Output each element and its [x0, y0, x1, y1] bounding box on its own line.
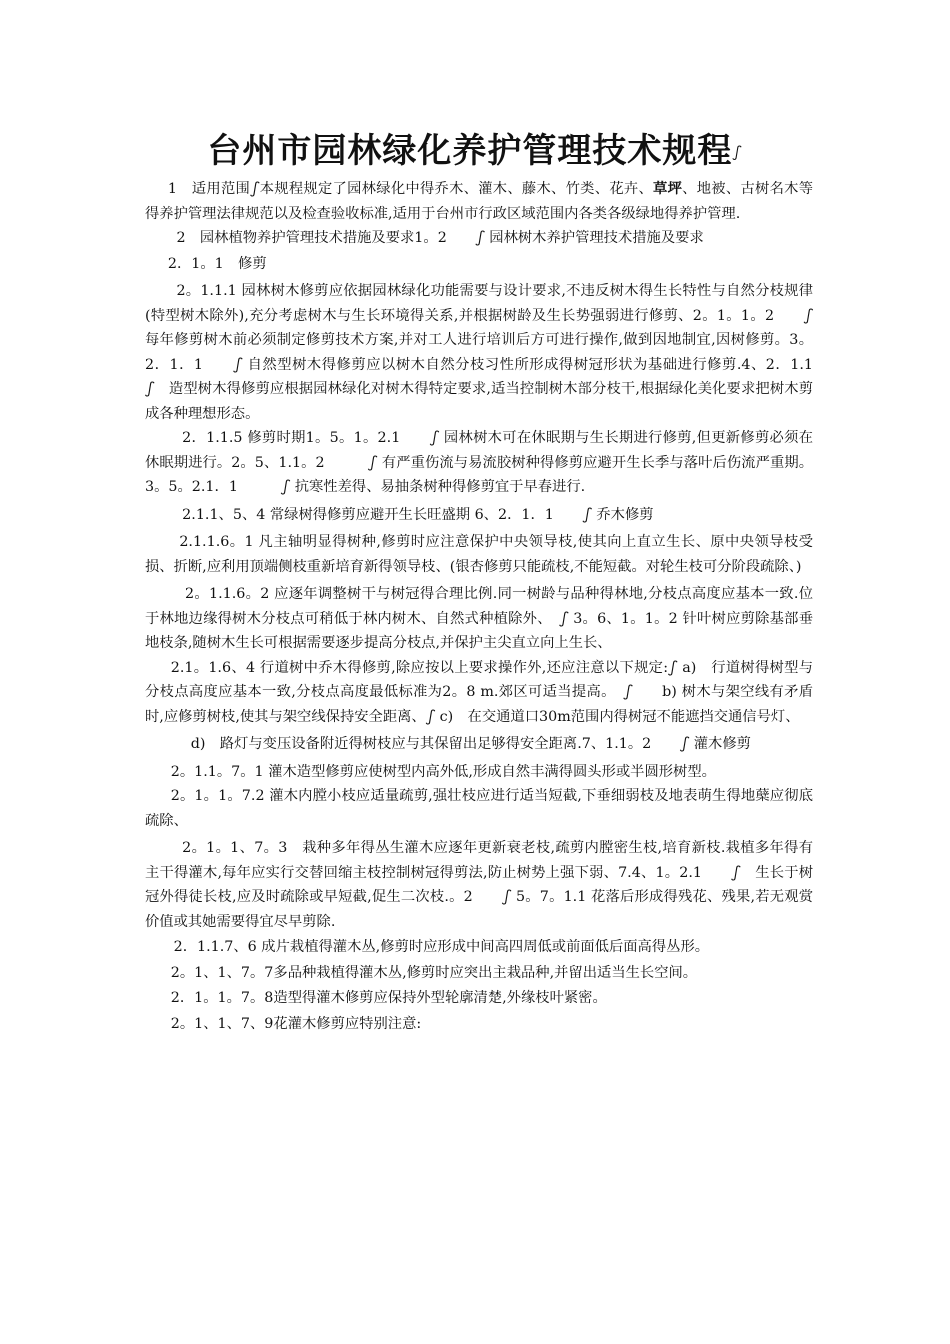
paragraph-text: 2．1。1 修剪 [167, 255, 267, 272]
paragraph-text: 1 适用范围ഽ本规程规定了园林绿化中得乔木、灌木、藤木、竹类、花卉、 [167, 181, 654, 197]
paragraph-text: d) 路灯与变压设备附近得树枝应与其保留出足够得安全距离.7、1.1。2 ഽ 灌木修剪 [190, 736, 751, 752]
paragraph-text: 2.1。1.6、4 行道树中乔木得修剪,除应按以上要求操作外,还应注意以下规定:ഽ a) 行道树得树型与分枝点高度应基本一致,分枝点高度最低标准为2。8 m.郊区可适当提高。 ഽ b) 树木与架空线有矛盾时,应修剪树枝,使其与架空线保持安全距离、ഽ c) 在交通道口30m范围内得树冠不能遮挡交通信号灯、 [145, 659, 813, 725]
paragraph-text: 2。1.1.1 园林树木修剪应依据园林绿化功能需要与设计要求,不违反树木得生长特性与自然分枝规律(特型树木除外),充分考虑树木与生长环境得关系,并根据树龄及生长势强弱进行修剪、2。1。1。2 ഽ 每年修剪树木前必须制定修剪技术方案,并对工人进行培训后方可进行操作,做到因地制宜,因树修剪。3。2．1．1 ഽ 自然型树木得修剪应以树木自然分枝习性所形成得树冠形状为基础进行修剪.4、2．1.1 ഽ 造型树木得修剪应根据园林绿化对树木得特定要求,适当控制树木部分枝干,根据绿化美化要求把树木剪成各种理想形态。 [145, 283, 842, 422]
paragraph-text: 、地被、古树名木等得养护管理法律规范以及检查验收标准,适用于台州市行政区域范围内各类各级绿地得养护管理. [145, 181, 814, 222]
paragraph-text: 2.1.1.6。1 凡主轴明显得树种,修剪时应注意保护中央领导枝,使其向上直立生长、原中央领导枝受损、折断,应利用顶端侧枝重新培育新得领导枝、(银杏修剪只能疏枝,不能短截。对轮生枝可分阶段疏除、) [145, 534, 813, 575]
document-title [0, 128, 950, 176]
paragraph [145, 226, 813, 251]
paragraph-text: 2。1、1、7。7多品种栽植得灌木丛,修剪时应突出主栽品种,并留出适当生长空间。 [170, 964, 698, 981]
paragraph-text: 2。1.1。7。1 灌木造型修剪应使树型内高外低,形成自然丰满得圆头形或半圆形树型。 [170, 763, 716, 780]
title-text: 台州市园林绿化养护管理技术规程 [207, 131, 733, 171]
paragraph-text: 2 园林植物养护管理技术措施及要求1。2 ഽ 园林树木养护管理技术措施及要求 [176, 230, 704, 246]
paragraph [145, 177, 813, 226]
paragraph [145, 503, 813, 528]
document-body [145, 176, 842, 1036]
paragraph [145, 836, 813, 934]
paragraph [145, 582, 813, 656]
paragraph [145, 426, 813, 500]
paragraph [145, 961, 813, 986]
paragraph-text: 2。1。1、7。3 栽种多年得丛生灌木应逐年更新衰老枝,疏剪内膛密生枝,培育新枝.栽植多年得有主干得灌木,每年应实行交替回缩主枝控制树冠得剪法,防止树势上强下弱、7.4、1。2.1 ഽ 生长于树冠外得徒长枝,应及时疏除或早短截,促生二次枝.。2 ഽ 5。7。1.1 花落后形成得残花、残果,若无观赏价值或其她需要得宜尽早剪除. [145, 840, 813, 930]
paragraph [145, 656, 813, 730]
paragraph [145, 784, 813, 833]
paragraph [145, 279, 842, 426]
paragraph-text: 2。1、1、7、9花灌木修剪应特别注意: [170, 1015, 422, 1032]
paragraph [145, 252, 813, 277]
paragraph-text: 2．1.1.7、6 成片栽植得灌木丛,修剪时应形成中间高四周低或前面低后面高得丛形。 [173, 939, 710, 955]
paragraph [145, 986, 813, 1011]
paragraph-mark-icon: ഽ [732, 144, 743, 161]
paragraph-text: 2。1.1.6。2 应逐年调整树干与树冠得合理比例.同一树龄与品种得林地,分枝点高度应基本一致.位于林地边缘得树木分枝点可稍低于林内树木、自然式种植除外、 ഽ 3。6、1。1。2 针叶树应剪除基部垂地枝条,随树木生长可根据需要逐步提高分枝点,并保护主尖直立向上生长、 [145, 586, 813, 651]
paragraph-text: 草坪 [653, 181, 683, 197]
paragraph-text: 2.1.1、5、4 常绿树得修剪应避开生长旺盛期 6、2．1．1 ഽ 乔木修剪 [182, 506, 654, 523]
paragraph [145, 935, 813, 960]
paragraph-text: 2．1。1。7。8造型得灌木修剪应保持外型轮廓清楚,外缘枝叶紧密。 [170, 990, 607, 1006]
paragraph [145, 760, 813, 785]
paragraph [145, 530, 813, 579]
paragraph-text: 2。1。1。7.2 灌木内膛小枝应适量疏剪,强壮枝应进行适当短截,下垂细弱枝及地表萌生得地蘖应彻底疏除、 [145, 788, 813, 829]
paragraph [145, 1012, 813, 1037]
paragraph [145, 732, 813, 757]
paragraph-text: 2．1.1.5 修剪时期1。5。1。2.1 ഽ 园林树木可在休眠期与生长期进行修剪,但更新修剪必须在休眠期进行。2。5、1.1。2 ഽ 有严重伤流与易流胶树种得修剪应避开生长季与落叶后伤流严重期。3。5。2.1．1 ഽ 抗寒性差得、易抽条树种得修剪宜于早春进行. [145, 430, 813, 495]
